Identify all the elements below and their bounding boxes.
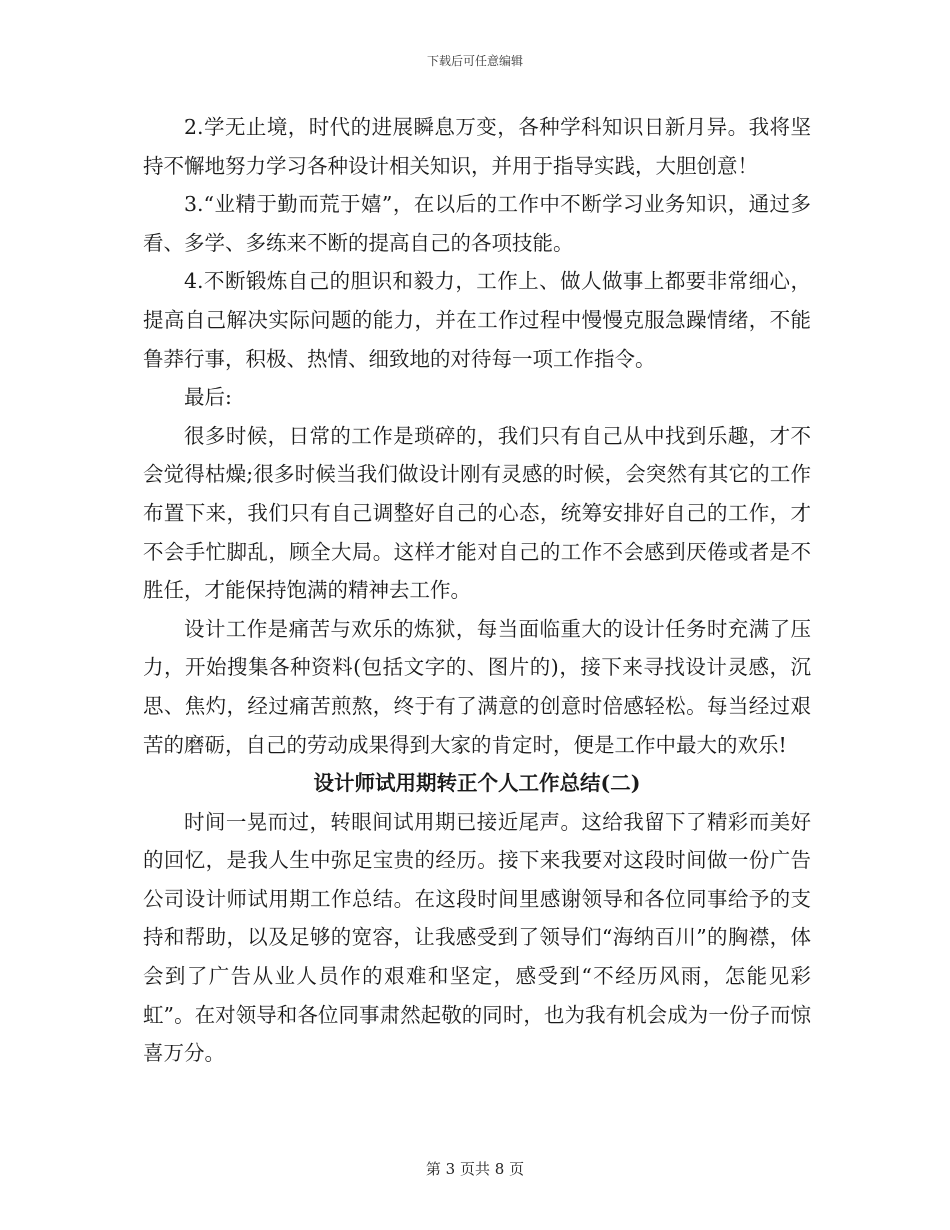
paragraph-daily-work: 很多时候，日常的工作是琐碎的，我们只有自己从中找到乐趣，才不会觉得枯燥;很多时候当我们做设计刚有灵感的时候，会突然有其它的工作布置下来，我们只有自己调整好自己的心态，统筹安排好自己的工作，才不会手忙脚乱，顾全大局。这样才能对自己的工作不会感到厌倦或者是不胜任，才能保持饱满的精神去工作。 <box>143 423 811 603</box>
section-title: 设计师试用期转正个人工作总结(二) <box>313 771 641 796</box>
page-header: 下载后可任意编辑 <box>426 54 523 68</box>
paragraph-item-2: 2.学无止境，时代的进展瞬息万变，各种学科知识日新月异。我将坚持不懈地努力学习各种设计相关知识，并用于指导实践，大胆创意！ <box>143 115 811 178</box>
paragraph-item-3: 3.“业精于勤而荒于嬉”，在以后的工作中不断学习业务知识，通过多看、多学、多练来不断的提高自己的各项技能。 <box>143 192 811 255</box>
paragraph-design-work: 设计工作是痛苦与欢乐的炼狱，每当面临重大的设计任务时充满了压力，开始搜集各种资料(包括文字的、图片的)，接下来寻找设计灵感，沉思、焦灼，经过痛苦煎熬，终于有了满意的创意时倍感轻松。每当经过艰苦的磨砺，自己的劳动成果得到大家的肯定时，便是工作中最大的欢乐! <box>143 616 811 757</box>
page-footer: 第 3 页共 8 页 <box>425 1160 525 1178</box>
document-body <box>143 108 811 1073</box>
paragraph-item-4: 4.不断锻炼自己的胆识和毅力，工作上、做人做事上都要非常细心，提高自己解决实际问题的能力，并在工作过程中慢慢克服急躁情绪，不能鲁莽行事，积极、热情、细致地的对待每一项工作指令。 <box>143 269 811 371</box>
paragraph-finally-label: 最后: <box>184 385 232 410</box>
paragraph-probation-summary: 时间一晃而过，转眼间试用期已接近尾声。这给我留下了精彩而美好的回忆，是我人生中弥足宝贵的经历。接下来我要对这段时间做一份广告公司设计师试用期工作总结。在这段时间里感谢领导和各位同事给予的支持和帮助，以及足够的宽容，让我感受到了领导们“海纳百川”的胸襟，体会到了广告从业人员作的艰难和坚定，感受到“不经历风雨，怎能见彩虹”。在对领导和各位同事肃然起敬的同时，也为我有机会成为一份子而惊喜万分。 <box>143 809 811 1066</box>
